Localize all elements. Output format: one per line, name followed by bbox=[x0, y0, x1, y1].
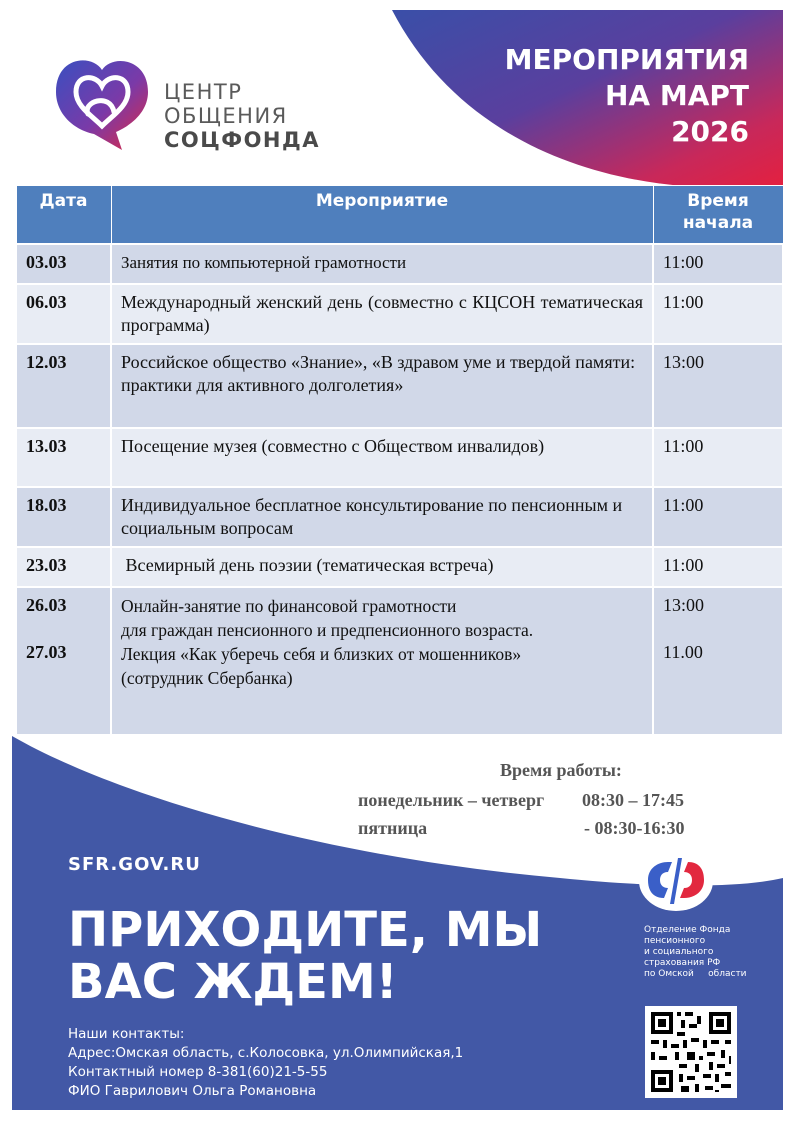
header-event: Мероприятие bbox=[111, 186, 653, 244]
header-date: Дата bbox=[16, 186, 111, 244]
row-time bbox=[653, 587, 783, 735]
site-link[interactable]: SFR.GOV.RU bbox=[68, 854, 201, 875]
contacts-line-3: Контактный номер 8-381(60)21-5-55 bbox=[68, 1064, 328, 1080]
row-event: Всемирный день поэзии (тематическая встреча) bbox=[111, 547, 653, 587]
event-line-2: для граждан пенсионного и предпенсионного возраста. bbox=[121, 619, 534, 640]
table-row bbox=[16, 587, 783, 735]
sfr-line-3: и социального bbox=[644, 947, 714, 957]
event-line-1: Онлайн-занятие по финансовой грамотности bbox=[121, 595, 457, 616]
hours-row-1-value: 08:30 – 17:45 bbox=[582, 790, 684, 810]
row-date-2: 27.03 bbox=[26, 641, 67, 662]
row-event: Российское общество «Знание», «В здравом уме и твердой памяти: практики для активного долголетия» bbox=[111, 344, 653, 428]
contacts-line-1: Наши контакты: bbox=[68, 1026, 185, 1042]
row-time: 11:00 bbox=[653, 547, 783, 587]
row-event: Индивидуальное бесплатное консультирование по пенсионным и социальным вопросам bbox=[111, 487, 653, 547]
logo-line-2: ОБЩЕНИЯ bbox=[164, 104, 288, 128]
row-time-1: 13:00 bbox=[663, 594, 705, 615]
row-time: 11:00 bbox=[653, 487, 783, 547]
row-time: 11:00 bbox=[653, 244, 783, 284]
table-row bbox=[16, 344, 783, 428]
header-time bbox=[653, 186, 783, 244]
table-header-row bbox=[16, 186, 783, 244]
row-date bbox=[16, 587, 111, 735]
sfr-line-2: пенсионного bbox=[644, 936, 706, 946]
qr-code[interactable] bbox=[645, 1006, 737, 1098]
header-time-line-2: начала bbox=[682, 213, 754, 233]
hours-title: Время работы: bbox=[500, 760, 622, 780]
contacts-line-2: Адрес:Омская область, с.Колосовка, ул.Олимпийская,1 bbox=[68, 1045, 464, 1061]
sfr-logo bbox=[638, 850, 714, 912]
row-date: 18.03 bbox=[16, 487, 111, 547]
row-time-2: 11.00 bbox=[663, 641, 703, 662]
title-line-2: НА МАРТ bbox=[604, 79, 749, 112]
row-date: 03.03 bbox=[16, 244, 111, 284]
call-to-action bbox=[68, 904, 542, 1008]
table-row bbox=[16, 428, 783, 487]
hours-row-2-label: пятница bbox=[358, 818, 428, 838]
cta-line-1: ПРИХОДИТЕ, МЫ bbox=[68, 902, 543, 958]
row-time: 11:00 bbox=[653, 428, 783, 487]
page-title bbox=[505, 42, 749, 150]
events-table bbox=[15, 185, 784, 736]
hours-row-friday bbox=[358, 818, 685, 839]
sfr-line-1: Отделение Фонда bbox=[644, 925, 731, 935]
row-date: 13.03 bbox=[16, 428, 111, 487]
event-line-4: (сотрудник Сбербанка) bbox=[121, 667, 293, 688]
logo-line-1: ЦЕНТР bbox=[164, 80, 243, 104]
table-row bbox=[16, 284, 783, 344]
row-time: 13:00 bbox=[653, 344, 783, 428]
logo-line-3: СОЦФОНДА bbox=[164, 128, 320, 152]
header-time-line-1: Время bbox=[687, 191, 749, 211]
row-event bbox=[111, 587, 653, 735]
row-date: 06.03 bbox=[16, 284, 111, 344]
sfr-caption bbox=[644, 925, 747, 980]
row-event: Занятия по компьютерной грамотности bbox=[111, 244, 653, 284]
title-line-3: 2026 bbox=[671, 115, 749, 148]
sfr-line-5: по Омской области bbox=[644, 969, 747, 979]
table-row bbox=[16, 547, 783, 587]
heart-speech-bubble-logo bbox=[52, 52, 152, 152]
title-line-1: МЕРОПРИЯТИЯ bbox=[504, 43, 749, 76]
row-time: 11:00 bbox=[653, 284, 783, 344]
row-date: 23.03 bbox=[16, 547, 111, 587]
event-line-3: Лекция «Как уберечь себя и близких от мошенников» bbox=[121, 643, 522, 664]
hours-row-2-value: - 08:30-16:30 bbox=[584, 818, 685, 838]
hours-row-weekdays bbox=[358, 790, 684, 811]
row-date: 12.03 bbox=[16, 344, 111, 428]
row-date-1: 26.03 bbox=[26, 594, 67, 615]
hours-row-1-label: понедельник – четверг bbox=[358, 790, 545, 810]
contacts-line-4: ФИО Гаврилович Ольга Романовна bbox=[68, 1083, 317, 1099]
cta-line-2: ВАС ЖДЕМ! bbox=[68, 954, 398, 1010]
table-row bbox=[16, 487, 783, 547]
row-event: Международный женский день (совместно с КЦСОН тематическая программа) bbox=[111, 284, 653, 344]
sfr-line-4: страхования РФ bbox=[644, 958, 721, 968]
logo-text bbox=[164, 80, 320, 152]
table-row bbox=[16, 244, 783, 284]
contacts bbox=[68, 1025, 463, 1101]
row-event: Посещение музея (совместно с Обществом инвалидов) bbox=[111, 428, 653, 487]
